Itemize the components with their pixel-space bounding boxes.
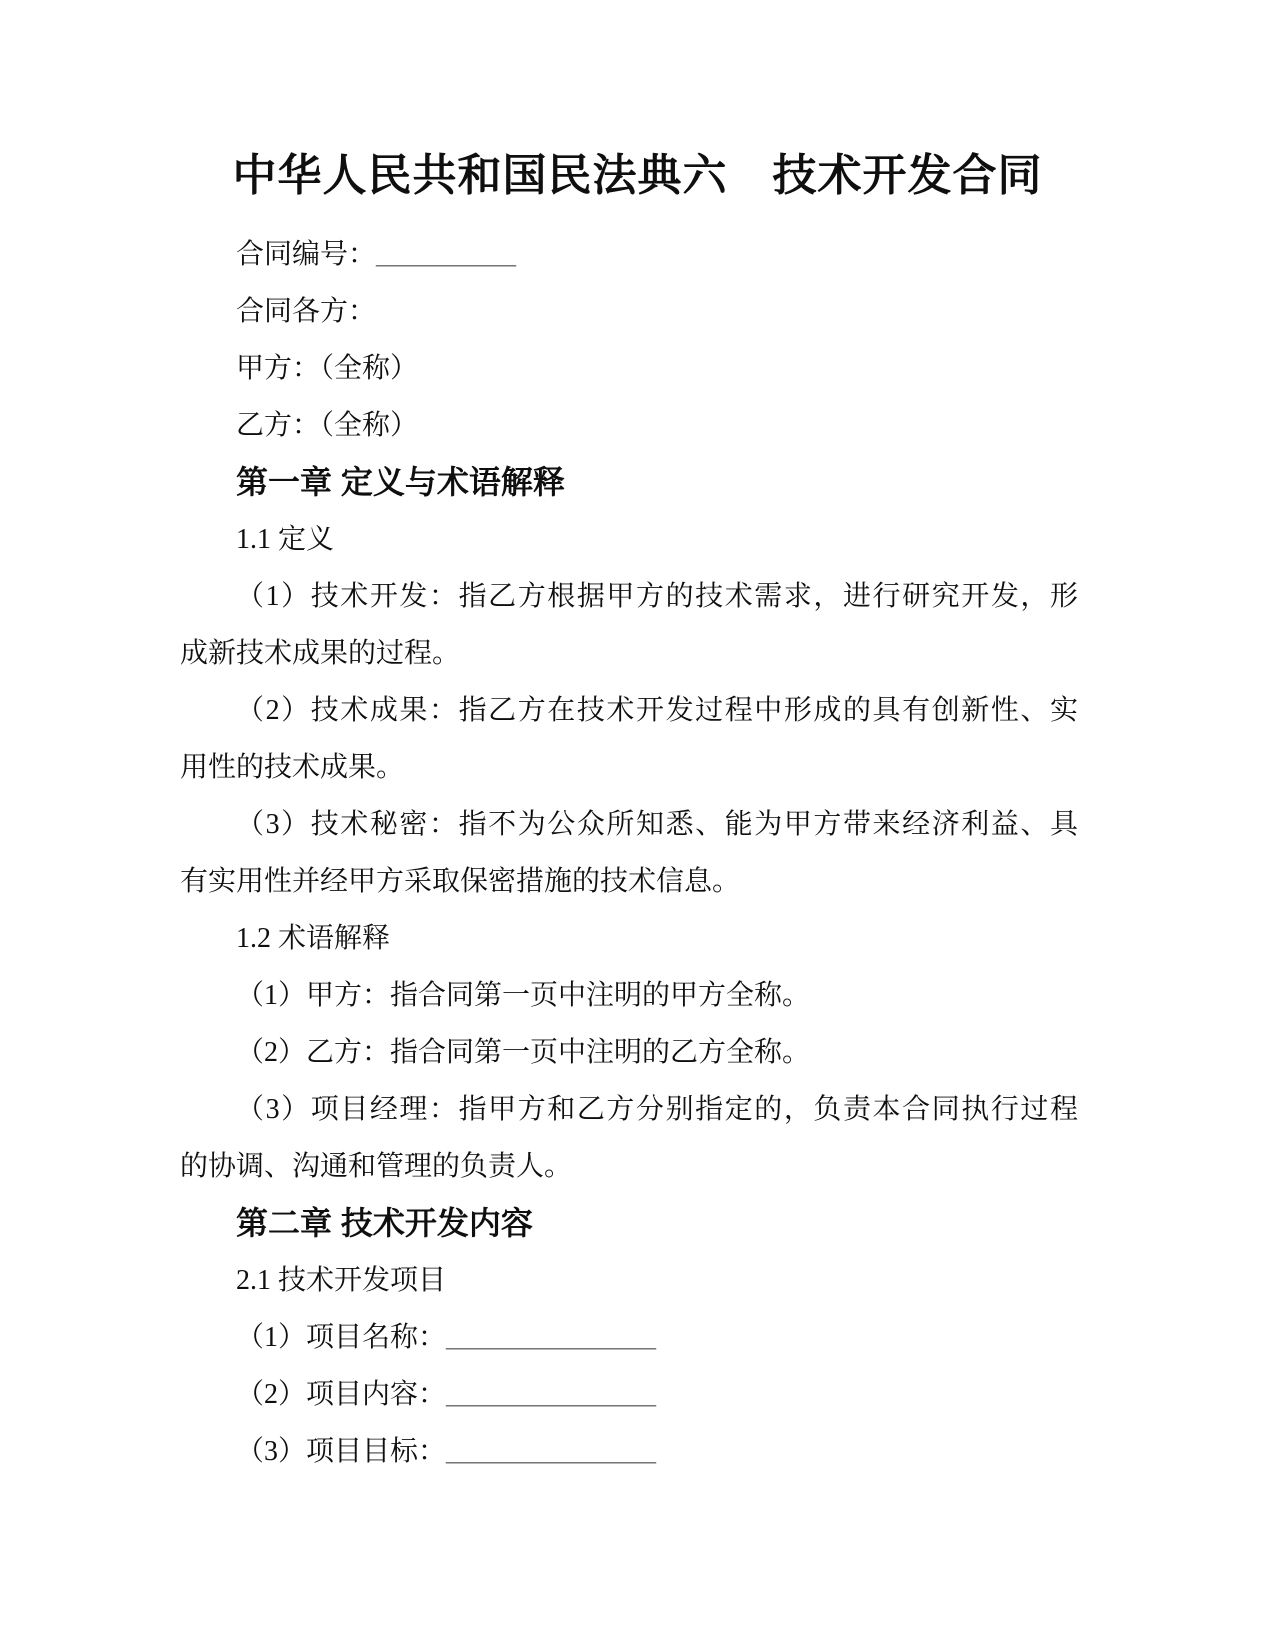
text-line: 有实用性并经甲方采取保密措施的技术信息。 (180, 866, 741, 897)
paragraph-section (180, 511, 1078, 568)
paragraph-body (180, 1423, 1078, 1480)
paragraph-body (180, 1081, 1078, 1195)
fill-in-blank: __________ (376, 239, 517, 270)
text-line: （1）甲方：指合同第一页中注明的甲方全称。 (236, 980, 811, 1011)
paragraph-body (180, 568, 1078, 682)
field-label: （2）项目内容： (236, 1379, 447, 1410)
field-label: 合同编号： (236, 239, 377, 270)
text-line: 合同各方： (236, 296, 377, 327)
text-line: 用性的技术成果。 (180, 752, 405, 783)
paragraph-body (180, 1366, 1078, 1423)
paragraph-field (180, 397, 1078, 454)
text-line: 第二章 技术开发内容 (236, 1205, 533, 1241)
text-line: 1.1 定义 (236, 524, 335, 555)
fill-in-blank: _______________ (446, 1379, 657, 1410)
paragraph-field (180, 226, 1078, 283)
field-label: （3）项目目标： (236, 1436, 447, 1467)
text-line (180, 226, 1078, 283)
text-line: 成新技术成果的过程。 (180, 638, 461, 669)
text-line: 甲方：（全称） (236, 353, 419, 384)
field-label: （1）项目名称： (236, 1322, 447, 1353)
text-line: 的协调、沟通和管理的负责人。 (180, 1151, 573, 1182)
text-line: 第一章 定义与术语解释 (236, 464, 565, 500)
paragraph-body (180, 1024, 1078, 1081)
paragraph-chapter (180, 1195, 1078, 1252)
fill-in-blank: _______________ (446, 1322, 657, 1353)
text-line: （2）技术成果：指乙方在技术开发过程中形成的具有创新性、实 (236, 695, 1078, 726)
text-line (180, 1309, 1078, 1366)
text-line: （1）技术开发：指乙方根据甲方的技术需求，进行研究开发，形 (236, 581, 1078, 612)
paragraph-chapter (180, 454, 1078, 511)
paragraph-section (180, 910, 1078, 967)
document-body (180, 226, 1078, 1480)
paragraph-body (180, 967, 1078, 1024)
paragraph-body (180, 1309, 1078, 1366)
text-line: （3）技术秘密：指不为公众所知悉、能为甲方带来经济利益、具 (236, 809, 1078, 840)
paragraph-body (180, 682, 1078, 796)
fill-in-blank: _______________ (446, 1436, 657, 1467)
paragraph-body (180, 796, 1078, 910)
paragraph-section (180, 1252, 1078, 1309)
text-line (180, 1423, 1078, 1480)
text-line: 1.2 术语解释 (236, 923, 391, 954)
text-line (180, 1366, 1078, 1423)
text-line: 2.1 技术开发项目 (236, 1265, 447, 1296)
paragraph-field (180, 340, 1078, 397)
paragraph-field (180, 283, 1078, 340)
text-line: 乙方：（全称） (236, 410, 419, 441)
document-title: 中华人民共和国民法典六 技术开发合同 (232, 151, 1043, 200)
text-line: （2）乙方：指合同第一页中注明的乙方全称。 (236, 1037, 811, 1068)
text-line: （3）项目经理：指甲方和乙方分别指定的，负责本合同执行过程 (236, 1094, 1078, 1125)
